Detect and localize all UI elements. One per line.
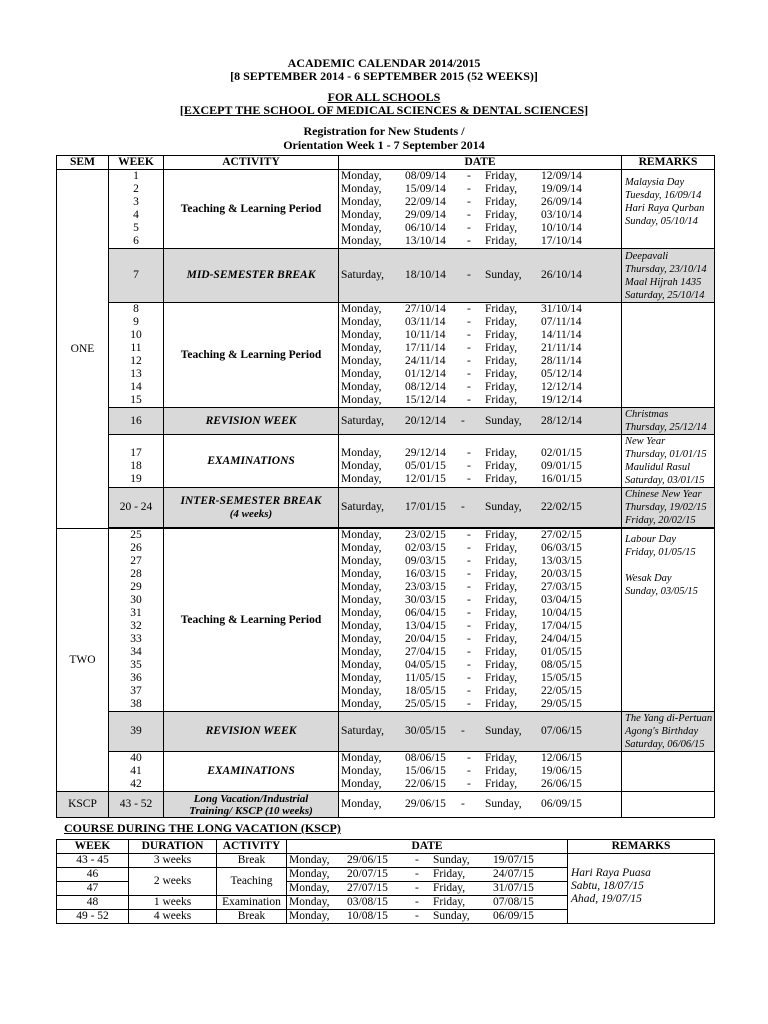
calendar-table bbox=[56, 155, 715, 818]
date-cell: Saturday, 18/10/14 - Sunday, 26/10/14 bbox=[339, 249, 622, 303]
date-list: Monday, 29/12/14 - Friday, 02/01/15 Monday, 05/01/15 - Friday, 09/01/15 Monday, 12/01/15 - Friday, 16/01/15 bbox=[339, 435, 622, 488]
remarks-cell: Labour Day Friday, 01/05/15 Wesak Day Sunday, 03/05/15 bbox=[622, 529, 715, 712]
orientation-line: Orientation Week 1 - 7 September 2014 bbox=[283, 138, 485, 152]
remarks-cell: Christmas Thursday, 25/12/14 bbox=[622, 408, 715, 435]
week-list: 25 26 27 28 29 30 31 32 33 34 35 36 37 38 bbox=[109, 529, 164, 712]
activity-midsem: MID-SEMESTER BREAK bbox=[164, 249, 339, 303]
date-list: Monday, 08/06/15 - Friday, 12/06/15 Monday, 15/06/15 - Friday, 19/06/15 Monday, 22/06/15 - Friday, 26/06/15 bbox=[339, 752, 622, 792]
kscp-duration: 4 weeks bbox=[129, 910, 217, 924]
header-remarks: REMARKS bbox=[622, 156, 715, 170]
remarks-cell: Chinese New Year Thursday, 19/02/15 Friday, 20/02/15 bbox=[622, 488, 715, 528]
week-list: 17 18 19 bbox=[109, 435, 164, 488]
activity-exams: EXAMINATIONS bbox=[164, 752, 339, 792]
table-row bbox=[57, 488, 715, 528]
table-row bbox=[57, 712, 715, 752]
kscp-header-week: WEEK bbox=[57, 840, 129, 854]
week-cell: 39 bbox=[109, 712, 164, 752]
week-cell: 16 bbox=[109, 408, 164, 435]
kscp-date: Monday, 20/07/15 - Friday, 24/07/15 bbox=[287, 868, 568, 882]
week-list: 40 41 42 bbox=[109, 752, 164, 792]
kscp-week: 46 bbox=[57, 868, 129, 882]
date-cell: Saturday, 30/05/15 - Sunday, 07/06/15 bbox=[339, 712, 622, 752]
date-cell: Saturday, 17/01/15 - Sunday, 22/02/15 bbox=[339, 488, 622, 528]
activity-teaching: Teaching & Learning Period bbox=[164, 170, 339, 249]
week-cell: 20 - 24 bbox=[109, 488, 164, 528]
table-row bbox=[57, 408, 715, 435]
document-title: ACADEMIC CALENDAR 2014/2015 bbox=[287, 56, 481, 70]
kscp-header-activity: ACTIVITY bbox=[217, 840, 287, 854]
kscp-date: Monday, 10/08/15 - Sunday, 06/09/15 bbox=[287, 910, 568, 924]
table-row bbox=[57, 435, 715, 488]
kscp-duration: 3 weeks bbox=[129, 854, 217, 868]
kscp-header-remarks: REMARKS bbox=[568, 840, 715, 854]
activity-intersem: INTER-SEMESTER BREAK (4 weeks) bbox=[164, 488, 339, 528]
scope-line: FOR ALL SCHOOLS bbox=[327, 90, 441, 104]
sem-two-cell: TWO bbox=[57, 529, 109, 792]
kscp-activity: Break bbox=[217, 910, 287, 924]
kscp-activity: Examination bbox=[217, 896, 287, 910]
kscp-header-duration: DURATION bbox=[129, 840, 217, 854]
header-activity: ACTIVITY bbox=[164, 156, 339, 170]
week-cell: 7 bbox=[109, 249, 164, 303]
kscp-date: Monday, 27/07/15 - Friday, 31/07/15 bbox=[287, 882, 568, 896]
kscp-activity: Break bbox=[217, 854, 287, 868]
activity-teaching: Teaching & Learning Period bbox=[164, 303, 339, 408]
remarks-cell: New Year Thursday, 01/01/15 Maulidul Rasul Saturday, 03/01/15 bbox=[622, 435, 715, 488]
kscp-activity: Teaching bbox=[217, 868, 287, 896]
kscp-week: 47 bbox=[57, 882, 129, 896]
table-row bbox=[57, 303, 715, 408]
table-row bbox=[57, 752, 715, 792]
table-row bbox=[57, 249, 715, 303]
remarks-cell: Deepavali Thursday, 23/10/14 Maal Hijrah 1435 Saturday, 25/10/14 bbox=[622, 249, 715, 303]
kscp-title: COURSE DURING THE LONG VACATION (KSCP) bbox=[64, 821, 341, 835]
scope-exception: [EXCEPT THE SCHOOL OF MEDICAL SCIENCES & DENTAL SCIENCES] bbox=[179, 103, 589, 117]
sem-kscp-cell: KSCP bbox=[57, 792, 109, 818]
table-row bbox=[57, 529, 715, 712]
sem-one-cell: ONE bbox=[57, 170, 109, 529]
activity-revision: REVISION WEEK bbox=[164, 408, 339, 435]
table-row bbox=[57, 854, 715, 868]
remarks-cell bbox=[622, 303, 715, 408]
activity-revision: REVISION WEEK bbox=[164, 712, 339, 752]
kscp-header-date: DATE bbox=[287, 840, 568, 854]
kscp-table bbox=[56, 839, 715, 924]
date-list: Monday, 27/10/14 - Friday, 31/10/14 Monday, 03/11/14 - Friday, 07/11/14 Monday, 10/11/14 - Friday, 14/11/14 Monday, 17/11/14 - Friday, 21/11/14 Monday, 24/11/14 - Friday, 28/11/14 Monday, 01/12/14 - Friday, 05/12/14 Monday, 08/12/14 - Friday, 12/12/14 Monday, 15/12/14 - Friday, 19/12/14 bbox=[339, 303, 622, 408]
date-list: Monday, 08/09/14 - Friday, 12/09/14 Monday, 15/09/14 - Friday, 19/09/14 Monday, 22/09/14 - Friday, 26/09/14 Monday, 29/09/14 - Friday, 03/10/14 Monday, 06/10/14 - Friday, 10/10/14 Monday, 13/10/14 - Friday, 17/10/14 bbox=[339, 170, 622, 249]
registration-line: Registration for New Students / bbox=[303, 124, 465, 138]
kscp-week: 43 - 45 bbox=[57, 854, 129, 868]
header-week: WEEK bbox=[109, 156, 164, 170]
date-list: Monday, 23/02/15 - Friday, 27/02/15 Monday, 02/03/15 - Friday, 06/03/15 Monday, 09/03/15 - Friday, 13/03/15 Monday, 16/03/15 - Friday, 20/03/15 Monday, 23/03/15 - Friday, 27/03/15 Monday, 30/03/15 - Friday, 03/04/15 Monday, 06/04/15 - Friday, 10/04/15 Monday, 13/04/15 - Friday, 17/04/15 Monday, 20/04/15 - Friday, 24/04/15 Monday, 27/04/15 - Friday, 01/05/15 Monday, 04/05/15 - Friday, 08/05/15 Monday, 11/05/15 - Friday, 15/05/15 Monday, 18/05/15 - Friday, 22/05/15 Monday, 25/05/15 - Friday, 29/05/15 bbox=[339, 529, 622, 712]
kscp-date: Monday, 29/06/15 - Sunday, 19/07/15 bbox=[287, 854, 568, 868]
week-list: 8 9 10 11 12 13 14 15 bbox=[109, 303, 164, 408]
remarks-cell: The Yang di-Pertuan Agong's Birthday Saturday, 06/06/15 bbox=[622, 712, 715, 752]
kscp-duration: 1 weeks bbox=[129, 896, 217, 910]
kscp-remarks: Hari Raya Puasa Sabtu, 18/07/15 Ahad, 19/07/15 bbox=[568, 854, 715, 924]
kscp-week: 48 bbox=[57, 896, 129, 910]
header-date: DATE bbox=[339, 156, 622, 170]
table-row bbox=[57, 170, 715, 249]
remarks-cell: Malaysia Day Tuesday, 16/09/14 Hari Raya Qurban Sunday, 05/10/14 bbox=[622, 170, 715, 249]
date-cell: Monday, 29/06/15 - Sunday, 06/09/15 bbox=[339, 792, 622, 818]
document-subtitle: [8 SEPTEMBER 2014 - 6 SEPTEMBER 2015 (52 WEEKS)] bbox=[230, 69, 538, 83]
date-cell: Saturday, 20/12/14 - Sunday, 28/12/14 bbox=[339, 408, 622, 435]
kscp-duration: 2 weeks bbox=[129, 868, 217, 896]
kscp-date: Monday, 03/08/15 - Friday, 07/08/15 bbox=[287, 896, 568, 910]
week-list: 1 2 3 4 5 6 bbox=[109, 170, 164, 249]
kscp-week: 49 - 52 bbox=[57, 910, 129, 924]
table-row bbox=[57, 792, 715, 818]
activity-teaching: Teaching & Learning Period bbox=[164, 529, 339, 712]
activity-longvac: Long Vacation/Industrial Training/ KSCP (10 weeks) bbox=[164, 792, 339, 818]
remarks-cell bbox=[622, 792, 715, 818]
activity-exams: EXAMINATIONS bbox=[164, 435, 339, 488]
week-cell: 43 - 52 bbox=[109, 792, 164, 818]
header-sem: SEM bbox=[57, 156, 109, 170]
remarks-cell bbox=[622, 752, 715, 792]
